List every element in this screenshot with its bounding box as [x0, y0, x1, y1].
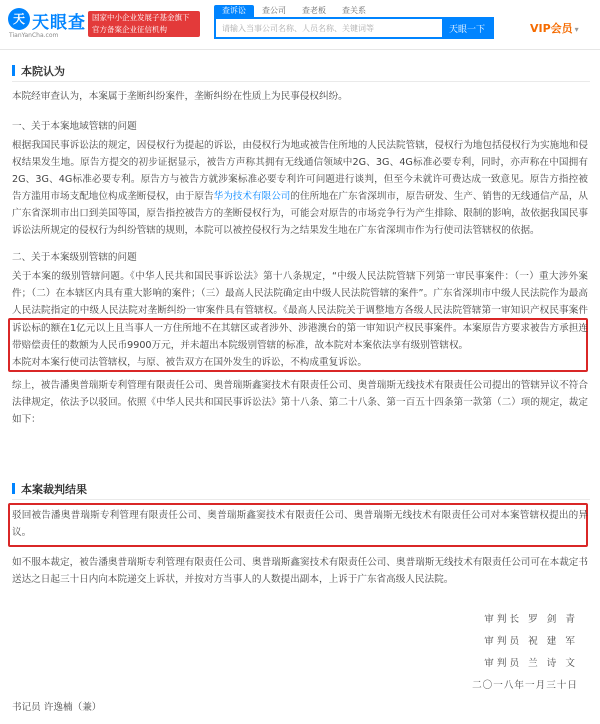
section-bar-icon [12, 483, 15, 494]
tab-boss[interactable]: 查老板 [302, 6, 326, 15]
tab-company[interactable]: 查公司 [262, 6, 286, 15]
ruling-date: 二〇一八年一月三十日 [472, 680, 578, 691]
section-title-ruling: 本案裁判结果 [21, 482, 87, 496]
logo-name: 天眼查 [32, 13, 86, 33]
chevron-down-icon: ▾ [574, 25, 579, 34]
section-bar-icon [12, 65, 15, 76]
site-header [0, 0, 600, 50]
search-button[interactable]: 天眼一下 [442, 19, 492, 37]
appeal-notice: 如不服本裁定，被告潘奥普瑞斯专利管理有限责任公司、奥普瑞斯鑫窦技术有限责任公司、奥普瑞斯无线技术有限责任公司可在本裁定书送达之日起三十日内向本院递交上诉状，并按对方当事人的人数提出副本，上诉于广东省高级人民法院。 [12, 557, 588, 585]
opinion-paragraph-intro: 本院经审查认为，本案属于垄断纠纷案件，垄断纠纷在性质上为民事侵权纠纷。 [12, 91, 348, 102]
badge-line-1: 国家中小企业发展子基金旗下 [92, 13, 190, 22]
territorial-text-a: 根据我国民事诉讼法的规定，因侵权行为提起的诉讼，由侵权行为地或被告住所地的人民法院管辖，侵权行为地包括侵权行为实施地和侵权结果发生地。原告方提交的初步证据显示，被告方声称其拥有无线通信领域中2G、3G、4G标准必要专利，同时，亦声称在中国拥有2G、3G、4G标准必要专利。原告方与被告方就涉案标准必要专利许可问题进行谈判，但至今未就许可费达成一致意见。原告方指控被告方滥用市场支配地位构成垄断侵权，由于原告 [12, 140, 588, 202]
vip-member-link[interactable] [530, 20, 579, 36]
search-bar [214, 17, 494, 39]
badge-line-2: 官方备案企业征信机构 [92, 25, 167, 34]
logo-icon: 天 [8, 8, 30, 30]
ruling-text: 驳回被告潘奥普瑞斯专利管理有限责任公司、奥普瑞斯鑫窦技术有限责任公司、奥普瑞斯无线技术有限责任公司对本案管辖权提出的异议。 [12, 510, 588, 538]
opinion-paragraph-level: 关于本案的级别管辖问题。《中华人民共和国民事诉讼法》第十八条规定，“中级人民法院管辖下列第一审民事案件：（一）重大涉外案件；（二）在本辖区内具有重大影响的案件；（三）最高人民法院确定由中级人民法院管辖的案件”。广东省深圳市中级人民法院作为最高人民法院指定的中级人民法院对垄断纠纷一审案件具有管辖权。《最高人民法院关于调整地方各级人民法院管辖第一审知识产权民事案件 [12, 271, 588, 316]
party-link-huawei[interactable]: 华为技术有限公司 [213, 191, 291, 202]
tab-relation[interactable]: 查关系 [342, 6, 366, 15]
court-opinion-section [12, 60, 590, 82]
opinion-paragraph-conclusion: 综上，被告潘奥普瑞斯专利管理有限责任公司、奥普瑞斯鑫窦技术有限责任公司、奥普瑞斯无线技术有限责任公司提出的管辖异议不符合法律规定，依法予以驳回。依照《中华人民共和国民事诉讼法》第十八条、第二十八条、第一百五十四条第一款第（二）项的规定，裁定如下： [12, 380, 588, 425]
presiding-judge: 审判长 罗 剑 青 [484, 614, 578, 625]
heading-level-jurisdiction: 二、关于本案级别管辖的问题 [12, 252, 137, 263]
tab-lawsuit[interactable]: 查诉讼 [214, 5, 254, 17]
ruling-section [12, 478, 590, 500]
logo-domain: TianYanCha.com [9, 32, 59, 39]
highlighted-no-duplicate-text: 本院对本案行使司法管辖权，与原、被告双方在国外发生的诉讼，不构成重复诉讼。 [12, 357, 367, 368]
site-logo[interactable] [8, 6, 84, 40]
opinion-paragraph-territorial [12, 137, 588, 249]
vip-label: VIP会员 [530, 22, 573, 35]
territorial-text-b: 的住所地在广东省深圳市，原告研发、生产、销售的无线通信产品，从广东省深圳市出口到美国等国，原告指控被告方的垄断侵权行为，可能会对原告的市场竞争行为产生排除、限制的影响，故依据我国民事诉讼法所规定的侵权行为纠纷管辖的规则，本院可以被控侵权行为之结果发生地在广东省深圳市作为行使司法管辖权的依据。 [12, 191, 588, 236]
section-header-ruling [12, 478, 590, 500]
heading-territorial-jurisdiction: 一、关于本案地域管辖的问题 [12, 121, 137, 132]
credit-agency-badge [88, 11, 200, 37]
judge-three: 审判员 兰 诗 文 [484, 658, 578, 669]
search-input[interactable] [216, 19, 444, 37]
highlighted-jurisdiction-text: 诉讼标的额在1亿元以上且当事人一方住所地不在其辖区或者涉外、涉港澳台的第一审知识产权民事案件。本案原告方要求被告方承担连带赔偿责任的数额为人民币9900万元，并未超出本院级别管辖的标准，故本院对本案依法享有级别管辖权。 [12, 323, 588, 351]
judge-two: 审判员 祝 建 军 [484, 636, 578, 647]
section-title-opinion: 本院认为 [21, 64, 65, 78]
section-header-opinion [12, 60, 590, 82]
court-clerk: 书记员 许逸楠（兼） [12, 702, 102, 713]
search-tabs [214, 5, 374, 17]
